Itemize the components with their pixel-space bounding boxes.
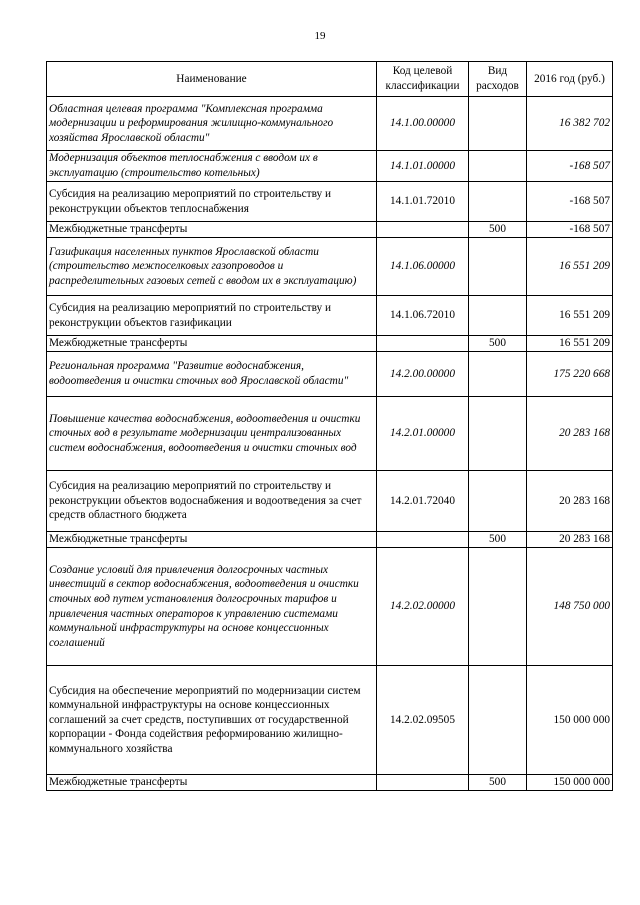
row-name: Повышение качества водоснабжения, водоотведения и очистки сточных вод в результате модернизации централизованных систем водоснабжения, водоотведения и очистки сточных вод [47,397,377,471]
row-code [377,222,469,238]
page-number: 19 [314,30,326,42]
row-code: 14.2.00.00000 [377,352,469,397]
row-type: 500 [469,222,527,238]
row-type [469,151,527,182]
row-type [469,238,527,296]
row-code [377,775,469,791]
row-code: 14.2.02.00000 [377,548,469,666]
table-row [47,151,613,182]
row-type [469,97,527,151]
row-code: 14.2.01.00000 [377,397,469,471]
row-amount: 20 283 168 [527,532,613,548]
row-type [469,296,527,336]
row-amount: 16 551 209 [527,336,613,352]
table-row [47,352,613,397]
table-header-row [47,62,613,97]
table-row [47,97,613,151]
budget-table [46,61,613,791]
table-row [47,548,613,666]
row-name: Межбюджетные трансферты [47,336,377,352]
row-name: Модернизация объектов теплоснабжения с вводом их в эксплуатацию (строительство котельных) [47,151,377,182]
table-row [47,296,613,336]
row-code: 14.1.00.00000 [377,97,469,151]
row-type [469,666,527,775]
table-row [47,666,613,775]
row-type [469,548,527,666]
header-amount: 2016 год (руб.) [527,62,613,97]
row-type [469,352,527,397]
row-type: 500 [469,775,527,791]
row-name: Областная целевая программа "Комплексная программа модернизации и реформирования жилищно-коммунального хозяйства Ярославской области" [47,97,377,151]
table-row [47,222,613,238]
row-type [469,397,527,471]
row-amount: -168 507 [527,151,613,182]
header-name: Наименование [47,62,377,97]
row-amount: 20 283 168 [527,471,613,532]
row-name: Межбюджетные трансферты [47,222,377,238]
row-code: 14.1.01.72010 [377,182,469,222]
row-amount: 150 000 000 [527,775,613,791]
row-code: 14.2.02.09505 [377,666,469,775]
table-row [47,532,613,548]
row-code [377,532,469,548]
row-amount: 16 551 209 [527,296,613,336]
table-row [47,471,613,532]
row-amount: 148 750 000 [527,548,613,666]
row-name: Межбюджетные трансферты [47,775,377,791]
row-type: 500 [469,532,527,548]
row-amount: 175 220 668 [527,352,613,397]
row-type [469,182,527,222]
row-name: Субсидия на обеспечение мероприятий по модернизации систем коммунальной инфраструктуры на основе концессионных соглашений за счет средств, поступивших от государственной корпорации - Фонда содействия реформированию жилищно-коммунального хозяйства [47,666,377,775]
row-name: Субсидия на реализацию мероприятий по строительству и реконструкции объектов теплоснабжения [47,182,377,222]
row-amount: -168 507 [527,222,613,238]
row-name: Субсидия на реализацию мероприятий по строительству и реконструкции объектов газификации [47,296,377,336]
table-row [47,182,613,222]
row-amount: 20 283 168 [527,397,613,471]
row-name: Газификация населенных пунктов Ярославской области (строительство межпоселковых газопроводов и распределительных газовых сетей с вводом их в эксплуатацию) [47,238,377,296]
table-row [47,238,613,296]
table-row [47,775,613,791]
row-amount: 16 551 209 [527,238,613,296]
row-code: 14.1.06.72010 [377,296,469,336]
row-name: Создание условий для привлечения долгосрочных частных инвестиций в сектор водоснабжения, водоотведения и очистки сточных вод путем установления долгосрочных тарифов и привлечения частных операторов к управлению системами коммунальной инфраструктуры на основе концессионных соглашений [47,548,377,666]
header-code: Код целевой классификации [377,62,469,97]
table-row [47,397,613,471]
table-row [47,336,613,352]
row-type [469,471,527,532]
row-amount: 150 000 000 [527,666,613,775]
row-amount: 16 382 702 [527,97,613,151]
row-code: 14.1.06.00000 [377,238,469,296]
header-type: Вид расходов [469,62,527,97]
row-code: 14.1.01.00000 [377,151,469,182]
row-code [377,336,469,352]
row-amount: -168 507 [527,182,613,222]
row-name: Региональная программа "Развитие водоснабжения, водоотведения и очистки сточных вод Ярославской области" [47,352,377,397]
row-type: 500 [469,336,527,352]
row-name: Субсидия на реализацию мероприятий по строительству и реконструкции объектов водоснабжения и водоотведения за счет средств областного бюджета [47,471,377,532]
row-code: 14.2.01.72040 [377,471,469,532]
row-name: Межбюджетные трансферты [47,532,377,548]
